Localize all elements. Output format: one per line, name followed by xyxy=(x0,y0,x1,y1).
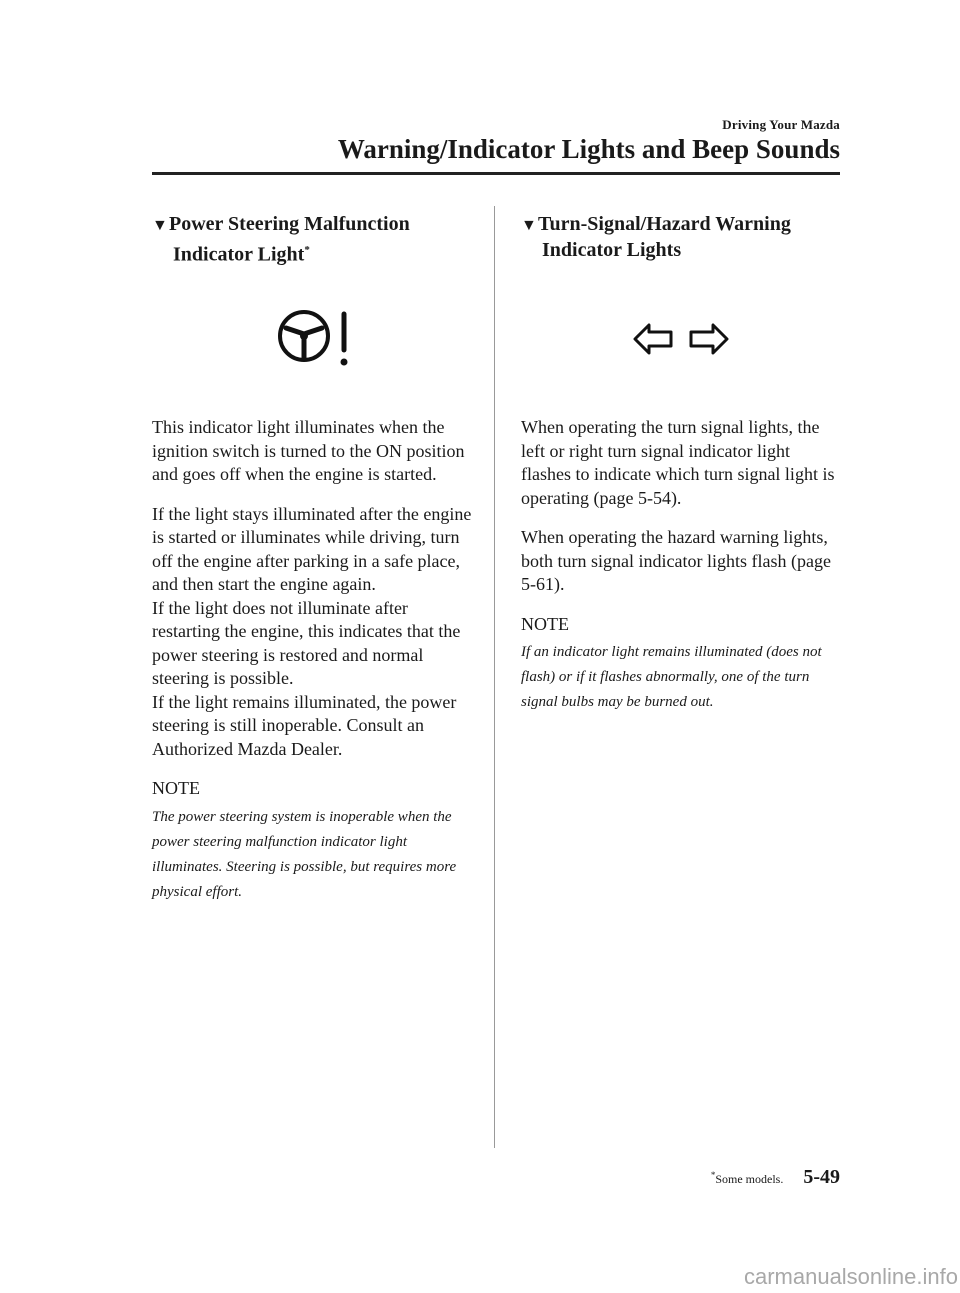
turn-signal-arrows-icon xyxy=(633,322,729,356)
column-divider xyxy=(494,206,495,1148)
chapter-title: Driving Your Mazda xyxy=(722,117,840,132)
page-number: 5-49 xyxy=(803,1166,840,1188)
footnote: *Some models. xyxy=(710,1170,784,1186)
header-rule xyxy=(152,172,840,175)
paragraph: If the light stays illuminated after the engine is started or illuminates while driving, turn off the engine after parking in a safe place, and then start the engine again. xyxy=(152,503,472,594)
note-text: The power steering system is inoperable when the power steering malfunction indicator light illuminates. Steering is possible, but requires more physical effort. xyxy=(152,808,457,900)
turn-signal-body xyxy=(521,416,843,715)
section-marker-icon: ▼ xyxy=(152,217,168,234)
page-footer xyxy=(711,1166,840,1189)
note-label: NOTE xyxy=(521,613,569,634)
turn-signal-heading: ▼Turn-Signal/Hazard Warning Indicator Lights xyxy=(521,213,791,261)
power-steering-body xyxy=(152,416,474,905)
paragraph: This indicator light illuminates when the ignition switch is turned to the ON position and goes off when the engine is started. xyxy=(152,417,465,484)
note-label: NOTE xyxy=(152,778,200,798)
paragraph: When operating the turn signal lights, the left or right turn signal indicator light flashes to indicate which turn signal light is operating (page 5-54). xyxy=(521,417,835,508)
section-marker-icon: ▼ xyxy=(521,217,537,234)
power-steering-heading: ▼Power Steering Malfunction Indicator Light* xyxy=(152,213,410,266)
page-title: Warning/Indicator Lights and Beep Sounds xyxy=(337,134,840,164)
paragraph: When operating the hazard warning lights, both turn signal indicator lights flash (page 5-61). xyxy=(521,527,831,594)
steering-wheel-warning-icon xyxy=(272,306,362,370)
watermark: carmanualsonline.info xyxy=(743,1264,958,1289)
note-text: If an indicator light remains illuminated (does not flash) or if it flashes abnormally, one of the turn signal bulbs may be burned out. xyxy=(521,644,822,710)
paragraph: If the light remains illuminated, the power steering is still inoperable. Consult an Authorized Mazda Dealer. xyxy=(152,691,457,759)
asterisk-icon: * xyxy=(304,244,310,256)
paragraph: If the light does not illuminate after restarting the engine, this indicates that the power steering is restored and normal steering is possible. xyxy=(152,597,461,688)
